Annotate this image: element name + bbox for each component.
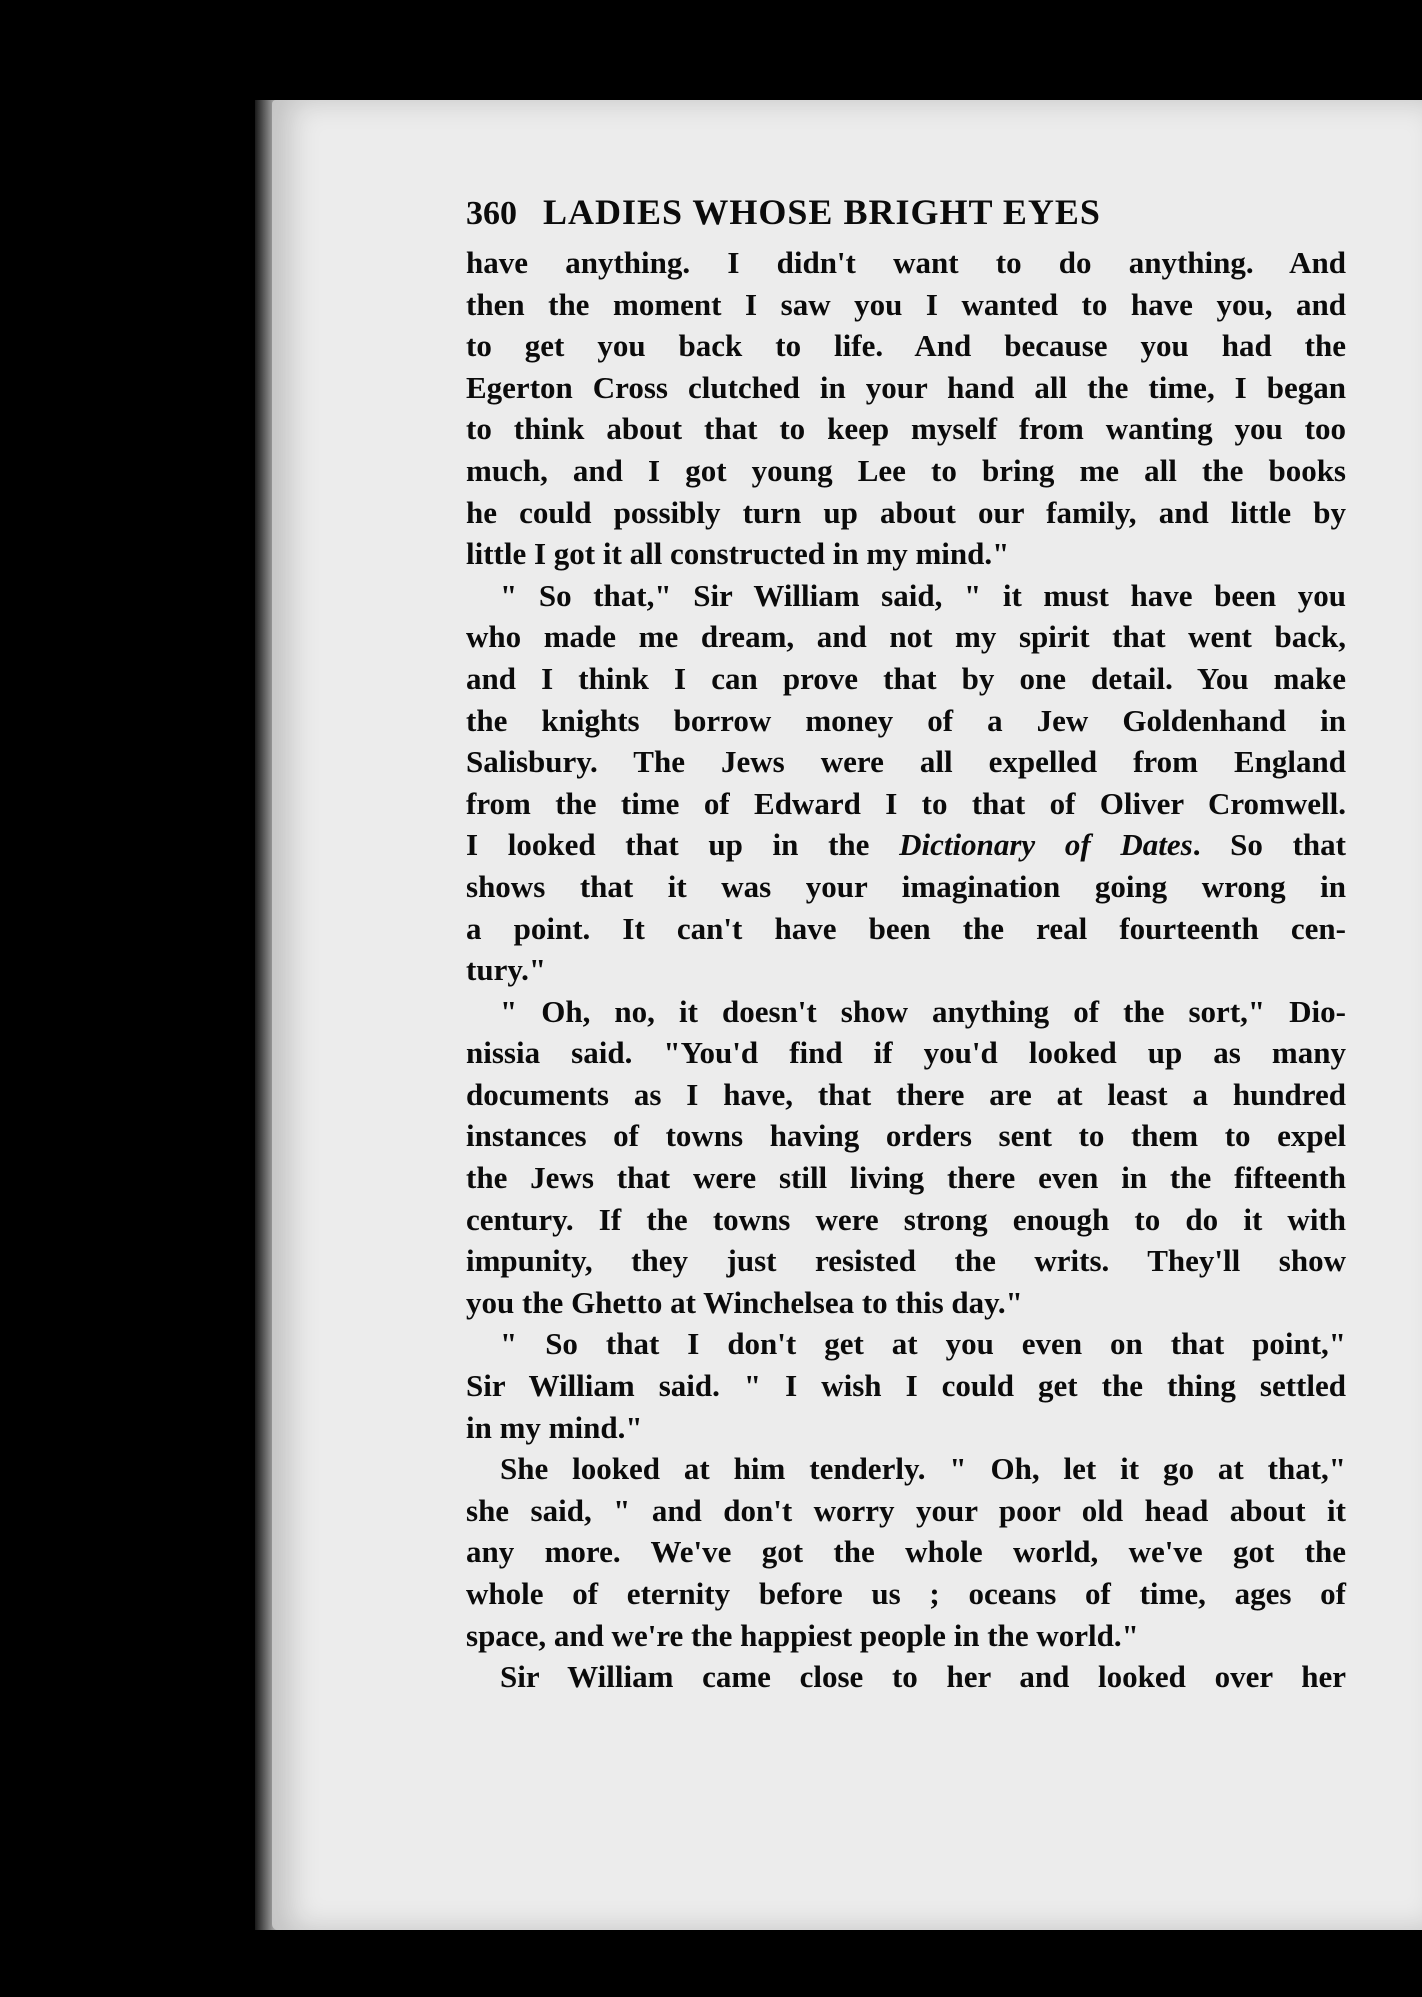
text-line: the Jews that were still living there even in the fifteenth [466,1160,1346,1196]
text-line-with-italic [466,824,1346,866]
text-line: impunity, they just resisted the writs. They'll show [466,1243,1346,1279]
text-line: and I think I can prove that by one detail. You make [466,660,1346,696]
text-line: documents as I have, that there are at least a hundred [466,1076,1346,1112]
text-line: the knights borrow money of a Jew Goldenhand in [466,702,1346,738]
page-text-block [466,192,1346,1698]
text-line: Sir William said. " I wish I could get the thing settled [466,1368,1346,1404]
text-line: he could possibly turn up about our family, and little by [466,494,1346,530]
text-line: shows that it was your imagination going wrong in [466,868,1346,904]
text-line: any more. We've got the whole world, we've got the [466,1534,1346,1570]
text-line: much, and I got young Lee to bring me all the books [466,452,1346,488]
text-line: century. If the towns were strong enough to do it with [466,1201,1346,1237]
text-line: to think about that to keep myself from wanting you too [466,411,1346,447]
text-line: Sir William came close to her and looked over her [500,1659,1346,1695]
text-line: space, and we're the happiest people in the world." [466,1617,1139,1653]
line-segment: I looked that up in the [466,827,900,863]
text-line: she said, " and don't worry your poor old head about it [466,1492,1346,1528]
text-line: instances of towns having orders sent to them to expel [466,1118,1346,1154]
text-line: little I got it all constructed in my mind." [466,536,1010,572]
text-line: you the Ghetto at Winchelsea to this day." [466,1284,1023,1320]
line-segment: . So that [1192,827,1346,863]
text-line: nissia said. "You'd find if you'd looked up as many [466,1035,1346,1071]
running-title: LADIES WHOSE BRIGHT EYES [543,192,1101,232]
text-line: whole of eternity before us ; oceans of time, ages of [466,1576,1346,1611]
text-line: " So that," Sir William said, " it must have been you [500,577,1346,613]
page-number: 360 [466,195,517,232]
text-line: Egerton Cross clutched in your hand all the time, I began [466,369,1346,405]
text-line: tury." [466,952,547,988]
text-line: then the moment I saw you I wanted to have you, and [466,286,1346,322]
text-line: who made me dream, and not my spirit that went back, [466,619,1346,655]
text-line: " Oh, no, it doesn't show anything of the sort," Dio- [500,993,1346,1029]
text-line: have anything. I didn't want to do anything. And [466,245,1346,280]
running-header [466,192,1346,240]
text-line: a point. It can't have been the real fourteenth cen- [466,910,1346,946]
text-line: from the time of Edward I to that of Oliver Cromwell. [466,785,1346,821]
text-line: Salisbury. The Jews were all expelled from England [466,744,1346,780]
text-line: in my mind." [466,1409,643,1445]
text-line: " So that I don't get at you even on that point," [500,1326,1346,1362]
text-line: She looked at him tenderly. " Oh, let it go at that," [500,1451,1346,1487]
italic-book-title: Dictionary of Dates [899,827,1193,863]
text-line: to get you back to life. And because you had the [466,328,1346,364]
